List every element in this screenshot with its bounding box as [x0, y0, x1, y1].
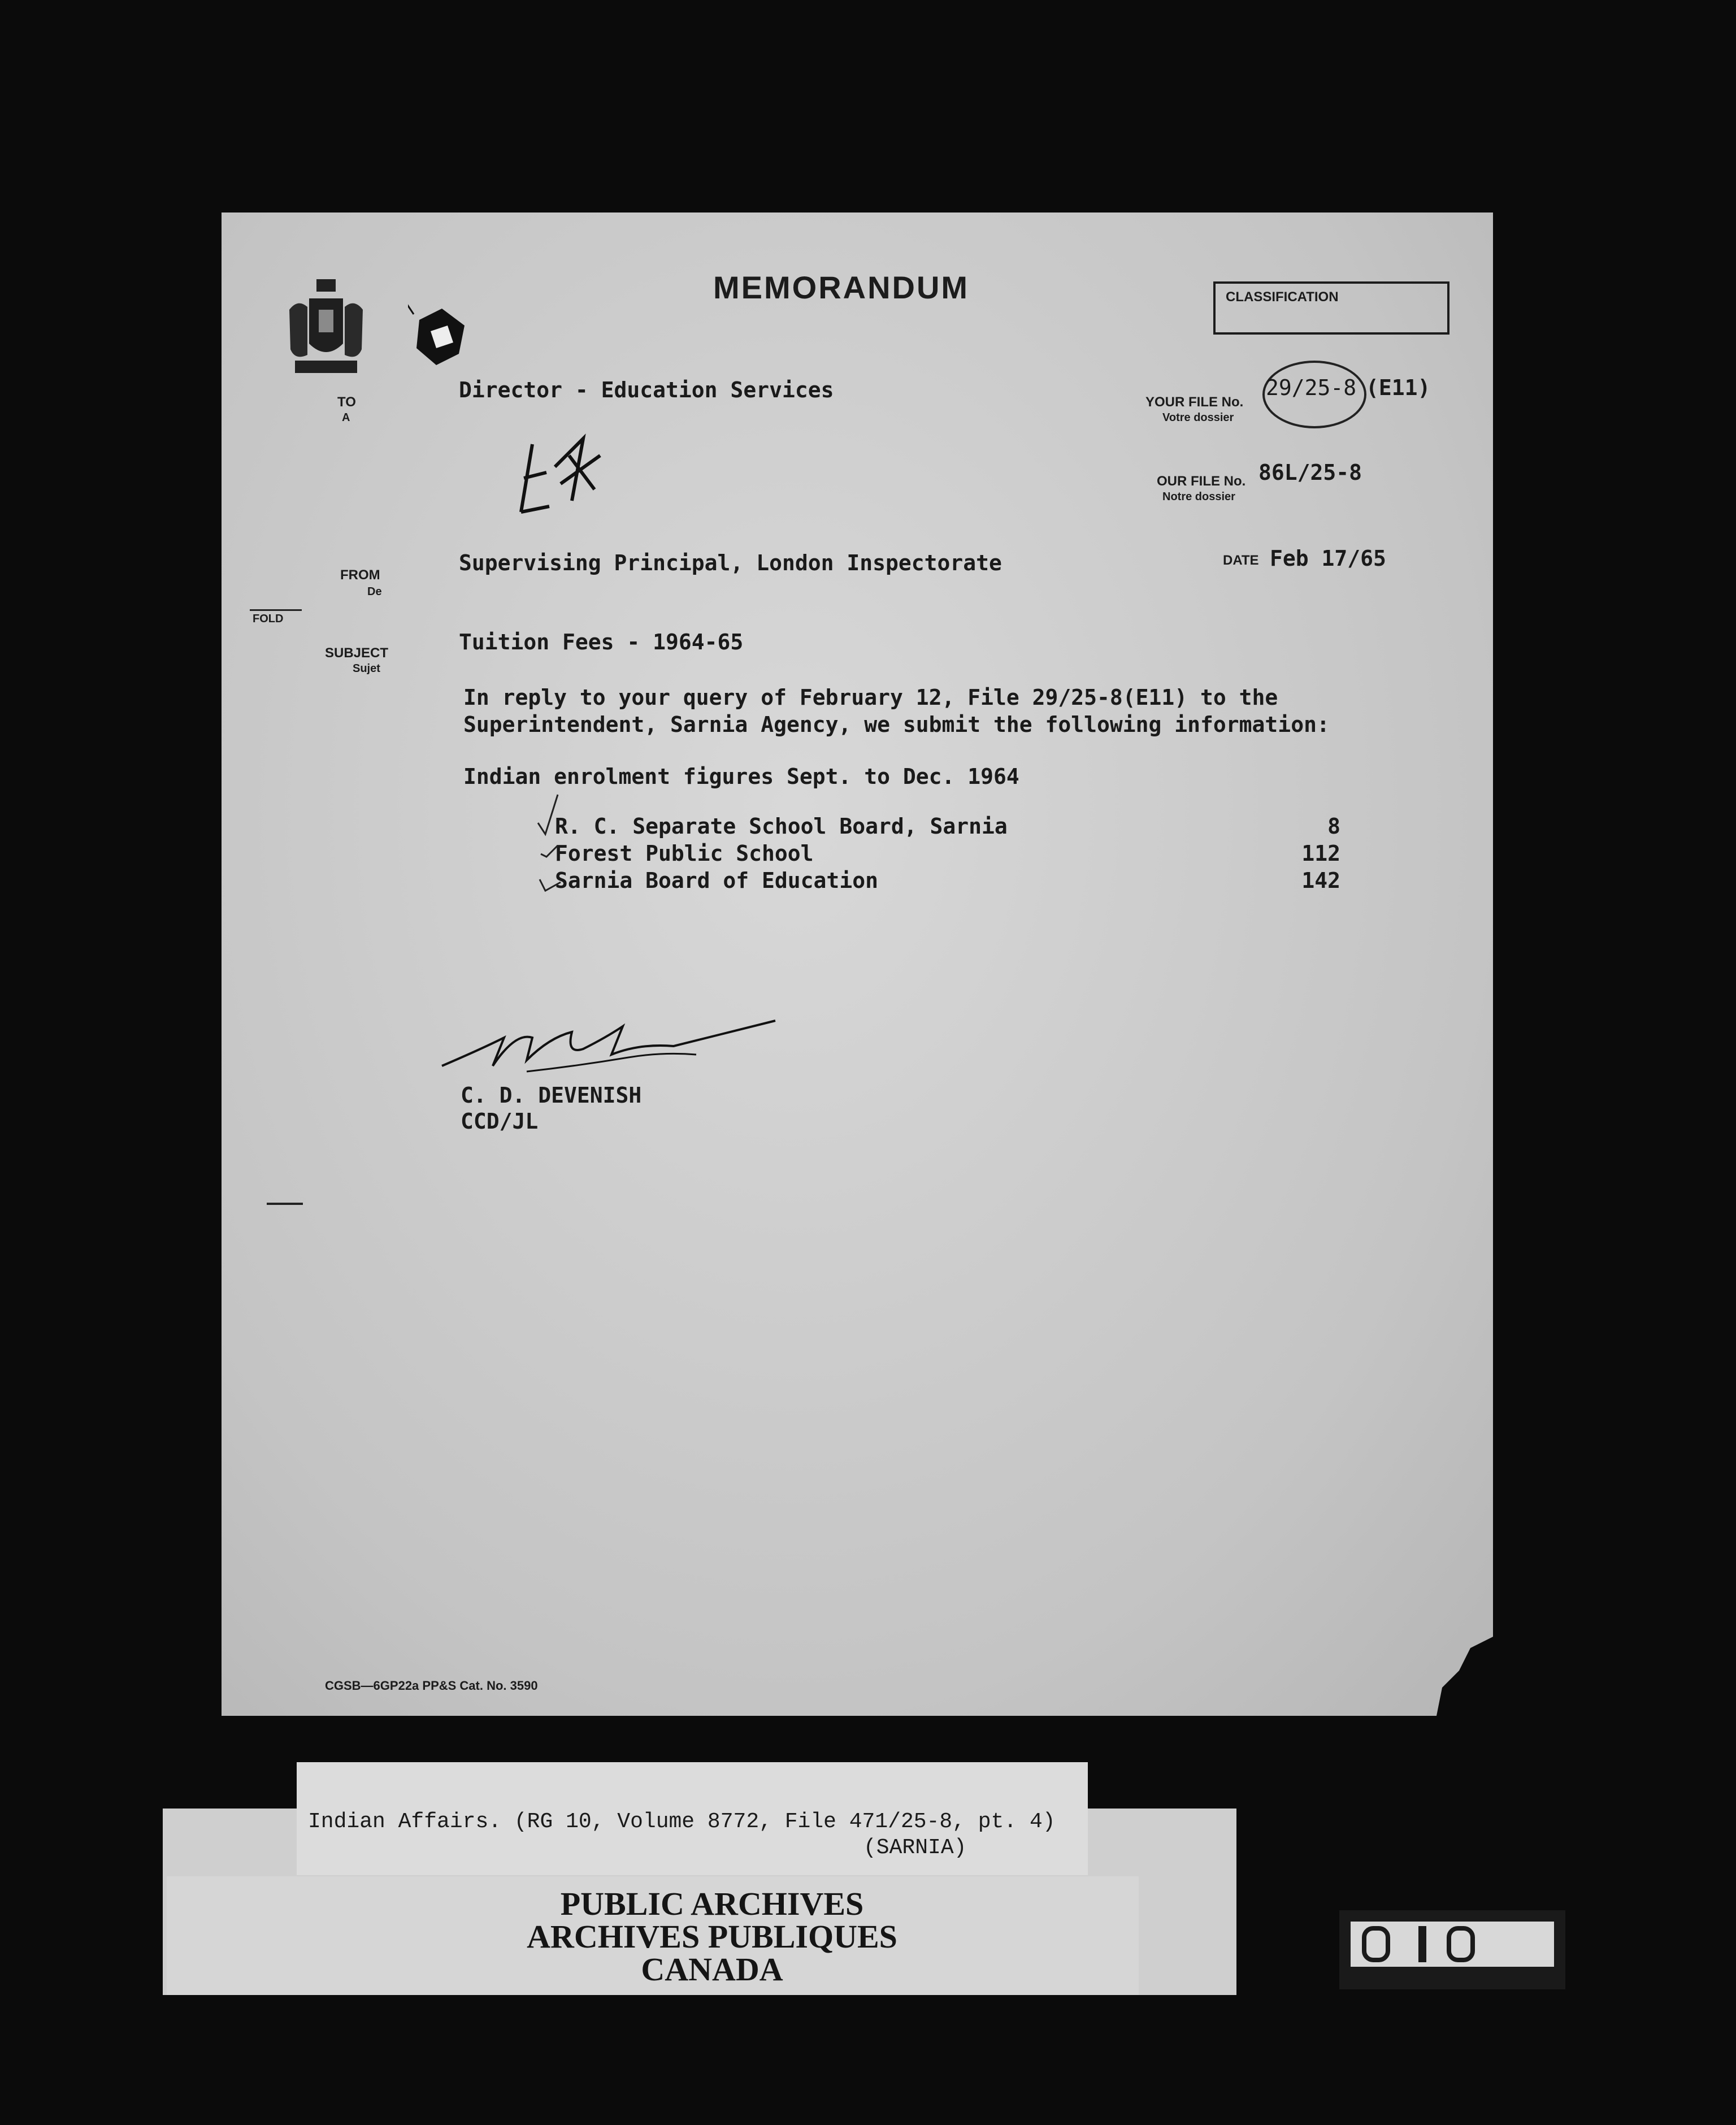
to-label: TO: [337, 394, 356, 410]
signer-initials: CCD/JL: [461, 1109, 539, 1134]
enrolment-row-name: Sarnia Board of Education: [555, 868, 878, 893]
memo-page: [222, 212, 1493, 1716]
classification-label: CLASSIFICATION: [1226, 289, 1339, 305]
ink-blot: [408, 303, 476, 371]
your-file-label-fr: Votre dossier: [1162, 411, 1234, 424]
from-value: Supervising Principal, London Inspectorate: [459, 550, 1002, 575]
your-file-label: YOUR FILE No.: [1145, 394, 1244, 410]
check-marks: [535, 783, 569, 896]
subject-label: SUBJECT: [325, 645, 389, 661]
enrolment-heading: Indian enrolment figures Sept. to Dec. 1964: [463, 764, 1019, 789]
signer-name: C. D. DEVENISH: [461, 1083, 642, 1108]
archive-reference-line-2: (SARNIA): [863, 1836, 967, 1860]
enrolment-row-count: 8: [1327, 814, 1340, 839]
archive-stamp-line-3: CANADA: [641, 1951, 783, 1988]
date-value: Feb 17/65: [1270, 546, 1386, 571]
form-number: CGSB—6GP22a PP&S Cat. No. 3590: [325, 1679, 538, 1693]
enrolment-row-count: 142: [1301, 868, 1340, 893]
fold-line: [250, 609, 302, 611]
to-value: Director - Education Services: [459, 378, 834, 402]
archive-reference-line-1: Indian Affairs. (RG 10, Volume 8772, File 471/25-8, pt. 4): [308, 1810, 1056, 1834]
archive-stamp-line-2: ARCHIVES PUBLIQUES: [527, 1918, 897, 1955]
handwritten-signature: [436, 1004, 832, 1088]
classification-box: [1213, 281, 1449, 335]
memo-title: MEMORANDUM: [713, 270, 970, 305]
to-label-fr: A: [342, 411, 350, 424]
body-line-1: In reply to your query of February 12, File 29/25-8(E11) to the: [463, 685, 1278, 710]
date-label: DATE: [1223, 553, 1259, 568]
our-file-label-fr: Notre dossier: [1162, 491, 1235, 503]
coat-of-arms-icon: [284, 276, 368, 383]
archive-stamp-line-1: PUBLIC ARCHIVES: [560, 1885, 864, 1922]
from-label-fr: De: [367, 586, 382, 598]
enrolment-row-name: R. C. Separate School Board, Sarnia: [555, 814, 1008, 839]
torn-corner: [1436, 1637, 1493, 1716]
enrolment-row-count: 112: [1301, 841, 1340, 866]
margin-mark: [267, 1203, 303, 1205]
subject-value: Tuition Fees - 1964-65: [459, 630, 744, 654]
frame-number-strip: [1339, 1910, 1565, 1989]
body-line-2: Superintendent, Sarnia Agency, we submit the following information:: [463, 712, 1330, 737]
your-file-suffix: (E11): [1366, 375, 1431, 400]
subject-label-fr: Sujet: [353, 662, 380, 675]
our-file-value: 86L/25-8: [1258, 460, 1362, 485]
fold-label: FOLD: [253, 613, 284, 625]
handwritten-initials: [515, 433, 628, 518]
from-label: FROM: [340, 567, 380, 583]
your-file-value: 29/25-8: [1266, 375, 1357, 400]
archive-stamp: [294, 1885, 1130, 1988]
our-file-label: OUR FILE No.: [1157, 474, 1246, 489]
enrolment-row-name: Forest Public School: [555, 841, 814, 866]
archive-reference-card: [297, 1762, 1088, 1875]
